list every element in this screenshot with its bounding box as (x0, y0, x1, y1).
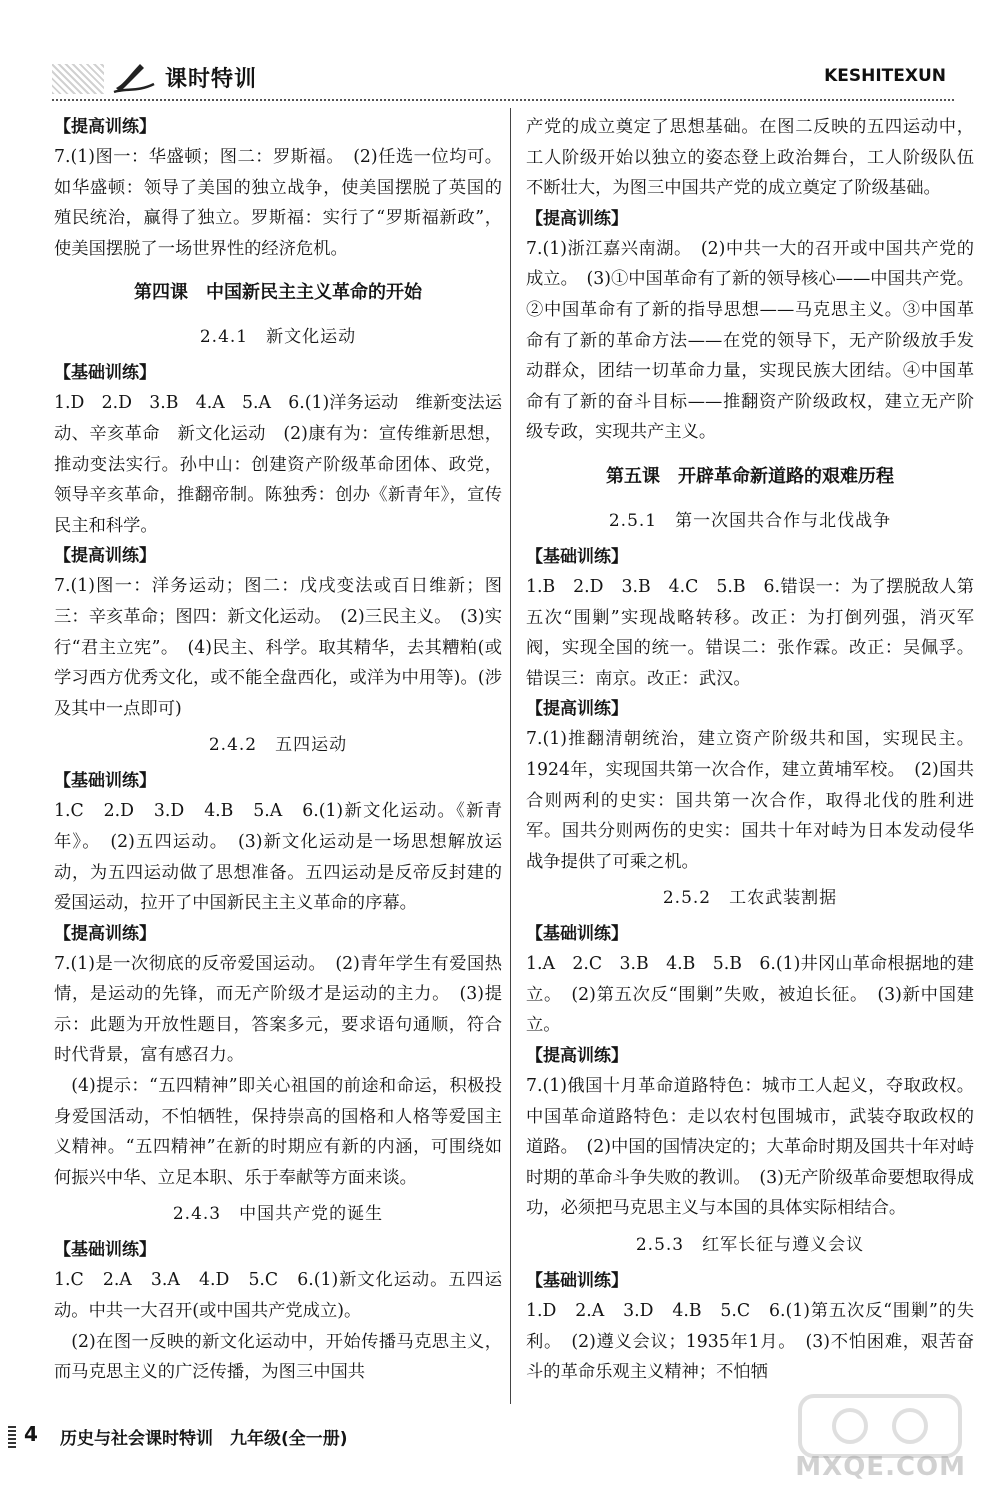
right-section-heading: 【提高训练】 (526, 1046, 628, 1067)
page-number: 4 (24, 1422, 38, 1446)
left-answer-paragraph: 1.D 2.D 3.B 4.A 5.A 6.(1)洋务运动 维新变法运动、辛亥革命 新文化运动 (2)康有为：宣传维新思想，推动变法实行。孙中山：创建资产阶级革命团体、政党，领导辛亥革命，推翻帝制。陈独秀：创办《新青年》，宣传民主和科学。 (54, 393, 502, 536)
right-answer-paragraph: 1.A 2.C 3.B 4.B 5.B 6.(1)井冈山革命根据地的建立。 (2)第五次反“围剿”失败，被迫长征。 (3)新中国建立。 (526, 954, 974, 1036)
column-divider (510, 108, 511, 1404)
left-answer-paragraph: 7.(1)图一：洋务运动；图二：戊戌变法或百日维新；图三：辛亥革命；图四：新文化运动。 (2)三民主义。 (3)实行“君主立宪”。 (4)民主、科学。取其精华，去其糟粕(或学习西方优秀文化，或不能全盘西化，或洋为中用等)。(涉及其中一点即可) (54, 576, 502, 719)
brand-latin: KESHITEXUN (824, 66, 946, 86)
left-answer-paragraph: 7.(1)是一次彻底的反帝爱国运动。 (2)青年学生有爱国热情，是运动的先锋，而无产阶级才是运动的主力。 (3)提示：此题为开放性题目，答案多元，要求语句通顺，符合时代背景，富有感召力。 (54, 953, 502, 1066)
left-section-heading: 【基础训练】 (54, 363, 156, 384)
right-answer-paragraph: 7.(1)浙江嘉兴南湖。 (2)中共一大的召开或中国共产党的成立。 (3)①中国革命有了新的领导核心——中国共产党。②中国革命有了新的指导思想——马克思主义。③中国革命有了新的革命方法——在党的领导下，无产阶级放手发动群众，团结一切革命力量，实现民族大团结。④中国革命有了新的奋斗目标——推翻资产阶级政权，建立无产阶级专政，实现共产主义。 (526, 238, 974, 443)
left-lesson-title: 第四课 中国新民主主义革命的开始 (134, 282, 422, 304)
header-rule (52, 99, 954, 101)
page-header (0, 0, 1000, 110)
right-section-heading: 【基础训练】 (526, 924, 628, 945)
right-section-heading: 【基础训练】 (526, 546, 628, 567)
left-section-heading: 【提高训练】 (54, 117, 156, 137)
left-section-heading: 【基础训练】 (54, 1240, 156, 1261)
right-section-heading: 【基础训练】 (526, 1271, 628, 1292)
right-answer-paragraph: 7.(1)俄国十月革命道路特色：城市工人起义，夺取政权。中国革命道路特色：走以农村包围城市，武装夺取政权的道路。 (2)中国的国情决定的；大革命时期及国共十年对峙时期的革命斗争失败的教训。 (3)无产阶级革命要想取得成功，必须把马克思主义与本国的具体实际相结合。 (526, 1076, 974, 1219)
left-answer-paragraph: 1.C 2.A 3.A 4.D 5.C 6.(1)新文化运动。五四运动。中共一大召开(或中国共产党成立)。 (54, 1270, 502, 1322)
left-subsection-title: 2.4.1 新文化运动 (199, 327, 357, 348)
left-answer-paragraph: (2)在图一反映的新文化运动中，开始传播马克思主义，而马克思主义的广泛传播，为图三中国共 (54, 1331, 502, 1383)
footer-bar (8, 1426, 16, 1448)
watermark-site: MXQE.COM (795, 1452, 966, 1482)
pen-logo-icon (110, 58, 158, 98)
right-subsection-title: 2.5.2 工农武装割据 (662, 888, 838, 909)
left-section-heading: 【提高训练】 (54, 923, 156, 944)
right-answer-paragraph: 7.(1)推翻清朝统治，建立资产阶级共和国，实现民主。1924年，实现国共第一次合作，建立黄埔军校。 (2)国共合则两利的史实：国共第一次合作，取得北伐的胜利进军。国共分则两伤的史实：国共十年对峙为日本发动侵华战争提供了可乘之机。 (526, 729, 974, 872)
left-column (54, 112, 502, 1388)
left-subsection-title: 2.4.3 中国共产党的诞生 (172, 1204, 384, 1225)
book-title: 课时特训 (165, 67, 258, 92)
right-column (526, 112, 974, 1388)
left-answer-paragraph: (4)提示：“五四精神”即关心祖国的前途和命运，积极投身爱国活动，不怕牺牲，保持崇高的国格和人格等爱国主义精神。“五四精神”在新的时期应有新的内涵，可围绕如何振兴中华、立足本职、乐于奉献等方面来谈。 (54, 1076, 502, 1188)
logo-pattern (52, 64, 104, 94)
right-section-heading: 【提高训练】 (526, 699, 628, 720)
right-answer-paragraph: 1.B 2.D 3.B 4.C 5.B 6.错误一：为了摆脱敌人第五次“围剿”实现战略转移。改正：为打倒列强，消灭军阀，实现全国的统一。错误二：张作霖。改正：吴佩孚。错误三：南京。改正：武汉。 (526, 576, 974, 689)
right-answer-paragraph: 产党的成立奠定了思想基础。在图二反映的五四运动中，工人阶级开始以独立的姿态登上政治舞台，工人阶级队伍不断壮大，为图三中国共产党的成立奠定了阶级基础。 (526, 117, 974, 199)
left-answer-paragraph: 7.(1)图一：华盛顿；图二：罗斯福。 (2)任选一位均可。如华盛顿：领导了美国的独立战争，使美国摆脱了英国的殖民统治，赢得了独立。罗斯福：实行了“罗斯福新政”，使美国摆脱了一场世界性的经济危机。 (54, 147, 502, 259)
right-subsection-title: 2.5.3 红军长征与遵义会议 (635, 1235, 865, 1256)
right-lesson-title: 第五课 开辟革命新道路的艰难历程 (606, 465, 894, 487)
right-section-heading: 【提高训练】 (526, 208, 628, 229)
footer-book-name: 历史与社会课时特训 九年级(全一册) (60, 1429, 348, 1449)
left-section-heading: 【提高训练】 (54, 546, 156, 567)
right-subsection-title: 2.5.1 第一次国共合作与北伐战争 (608, 510, 892, 531)
left-answer-paragraph: 1.C 2.D 3.D 4.B 5.A 6.(1)新文化运动。《新青年》。 (2)五四运动。 (3)新文化运动是一场思想解放运动，为五四运动做了思想准备。五四运动是反帝反封建的爱国运动，拉开了中国新民主主义革命的序幕。 (54, 801, 502, 914)
left-section-heading: 【基础训练】 (54, 771, 156, 792)
right-answer-paragraph: 1.D 2.A 3.D 4.B 5.C 6.(1)第五次反“围剿”的失利。 (2)遵义会议；1935年1月。 (3)不怕困难，艰苦奋斗的革命乐观主义精神；不怕牺 (526, 1301, 974, 1383)
left-subsection-title: 2.4.2 五四运动 (208, 735, 348, 756)
